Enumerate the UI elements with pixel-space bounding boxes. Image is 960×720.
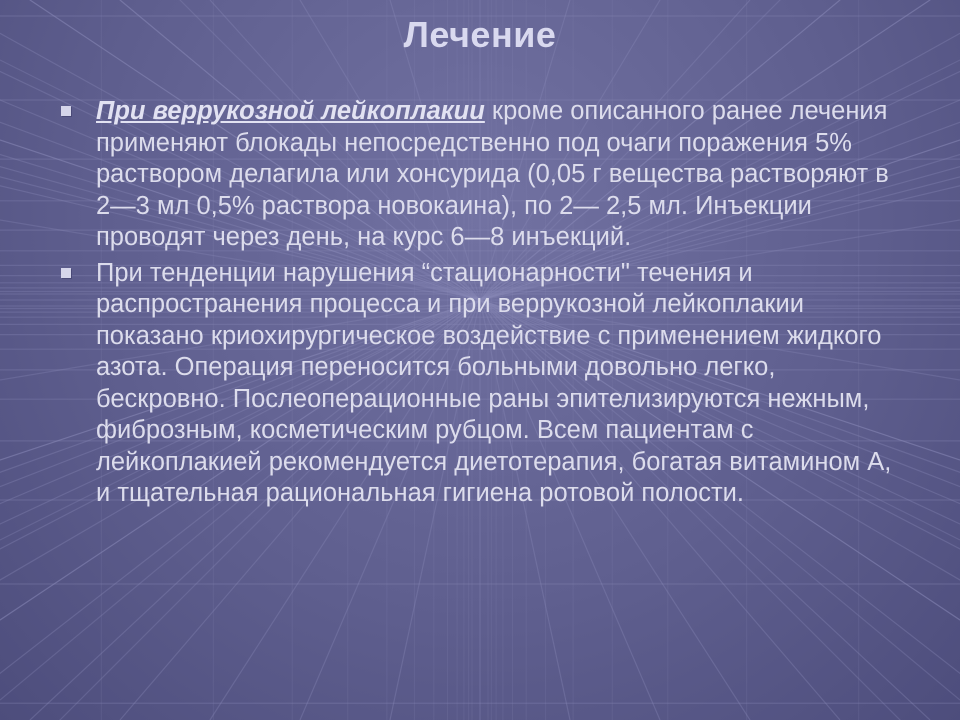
bullet-list (58, 96, 908, 514)
square-bullet-icon (61, 106, 71, 116)
bullet-item-1 (58, 96, 908, 254)
bullet-body-text: кроме описанного ранее лечения применяют блокады непосредственно под очаги поражения 5% раствором делагила или хонсурида (0,05 г вещества растворяют в 2—3 мл 0,5% раствора новокаина), по 2— 2,5 мл. Инъекции проводят через день, на курс 6—8 инъекций. (96, 97, 889, 251)
square-bullet-icon (61, 268, 71, 278)
slide-title: Лечение (403, 14, 557, 55)
bullet-lead-text: При веррукозной лейкоплакии (96, 97, 485, 125)
bullet-body-text: При тенденции нарушения “стационарности" течения и распространения процесса и при веррукозной лейкоплакии показано криохирургическое воздействие с применением жидкого азота. Операция переносится больными довольно легко, бескровно. Послеоперационные раны эпителизируются нежным, фиброзным, косметическим рубцом. Всем пациентам с лейкоплакией рекомендуется диетотерапия, богатая витамином А, и тщательная рациональная гигиена ротовой полости. (96, 258, 892, 507)
bullet-item-2 (58, 258, 908, 510)
